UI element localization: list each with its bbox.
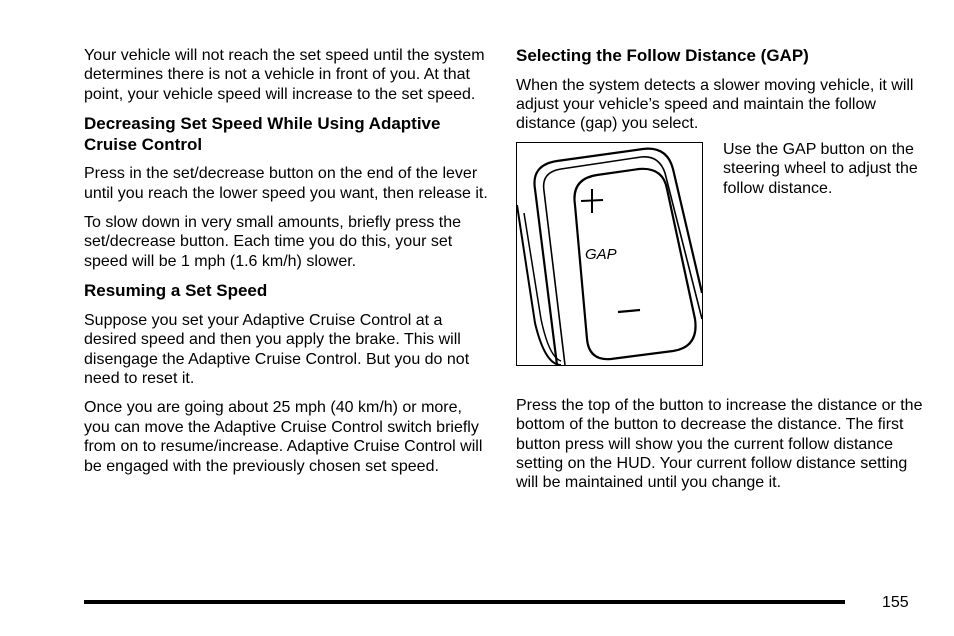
- plus-icon: [581, 189, 603, 213]
- intro-paragraph: Your vehicle will not reach the set speed until the system determines there is not a vehicle in front of you. At that point, your vehicle speed will increase to the set speed.: [84, 47, 485, 103]
- follow-distance-intro: When the system detects a slower moving vehicle, it will adjust your vehicle’s speed and maintain the follow distance (gap) you select.: [516, 76, 914, 133]
- decreasing-speed-paragraph-1: Press in the set/decrease button on the end of the lever until you reach the lower speed you want, then release it.: [84, 165, 488, 202]
- follow-distance-paragraph-2: Press the top of the button to increase the distance or the bottom of the button to decrease the distance. The first button press will show you the current follow distance setting on the HUD. Your current follow distance setting will be maintained until you change it.: [516, 396, 923, 492]
- page-number: 155: [882, 594, 909, 611]
- steering-wheel-gap-button-drawing: [517, 143, 702, 365]
- resuming-speed-paragraph-2: Once you are going about 25 mph (40 km/h) or more, you can move the Adaptive Cruise Control switch briefly from on to resume/increase. Adaptive Cruise Control will be engaged with the previously chosen set speed.: [84, 399, 483, 475]
- decreasing-speed-paragraph-2: To slow down in very small amounts, briefly press the set/decrease button. Each time you do this, your set speed will be 1 mph (1.6 km/h) slower.: [84, 214, 462, 270]
- figure-caption: Use the GAP button on the steering wheel to adjust the follow distance.: [723, 140, 918, 197]
- right-column: [516, 46, 926, 493]
- left-column: [84, 46, 488, 476]
- minus-icon: [618, 310, 640, 312]
- resuming-speed-paragraph-1: Suppose you set your Adaptive Cruise Control at a desired speed and then you apply the brake. This will disengage the Adaptive Cruise Control. But you do not need to reset it.: [84, 311, 470, 387]
- follow-distance-heading: Selecting the Follow Distance (GAP): [516, 46, 809, 65]
- footer-rule: [84, 600, 845, 604]
- gap-button-illustration: [516, 142, 703, 366]
- resuming-speed-heading: Resuming a Set Speed: [84, 281, 268, 301]
- decreasing-speed-heading: Decreasing Set Speed While Using Adaptive Cruise Control: [84, 114, 441, 154]
- figure-row: [516, 142, 926, 368]
- gap-label: GAP: [585, 245, 617, 263]
